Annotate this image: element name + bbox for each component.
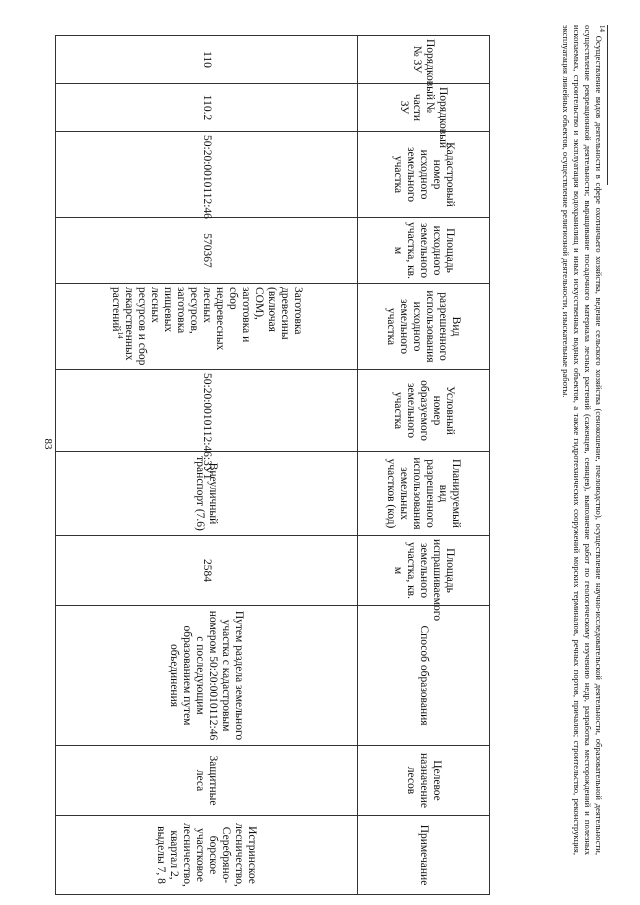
header-cadastral-number: Кадастровый номер исходного земельного участка xyxy=(358,132,490,218)
cell-conditional-number: 50:20:0010112:46:ЗУ1 xyxy=(56,370,358,452)
header-conditional-number: Условный номер образуемого земельного участка xyxy=(358,370,490,452)
footnote-divider xyxy=(607,25,608,185)
cell-formation-method: Путем раздела земельного участка с кадастровым номером 50:20:0010112:46 с последующим образованием путем объединения xyxy=(56,606,358,746)
footnote xyxy=(498,25,608,855)
cell-requested-area: 2584 xyxy=(56,536,358,606)
cell-source-area: 570367 xyxy=(56,218,358,284)
cell-zu-number: 110 xyxy=(56,36,358,84)
header-forest-purpose: Целевое назначение лесов xyxy=(358,746,490,816)
header-note: Примечание xyxy=(358,816,490,895)
footnote-text: Осуществление видов деятельности в сфере охотничьего хозяйства, ведение сельского хозяйства (сенокошение, пчеловодство), осуществление научно-исследовательской деятельности, образовательной деятельности, осуществление рекреационной деятельности; выращивание посадочного материала лесных растений (саженцев, сеянцев), выполнение работ по геологическому изучению недр, разработка месторождений и полезных ископаемых, строительство и эксплуатация водохранилищ и иных искусственных водных объектов, а также гидротехнических сооружений морских терминалов, речных портов, причалов; строительство, реконструкция, эксплуатация линейных объектов, осуществление религиозной деятельности, изыскательные работы. xyxy=(561,25,604,855)
page-number: 83 xyxy=(42,438,54,450)
header-source-area: Площадь исходного земельного участка, кв. м xyxy=(358,218,490,284)
footnote-reference: 14 xyxy=(115,331,124,339)
cell-note: Истринское лесничество, Серебряно-борское участковое лесничество, квартал 2, выделы 7, 8 xyxy=(56,816,358,895)
cell-forest-purpose: Защитные леса xyxy=(56,746,358,816)
land-plot-table xyxy=(55,35,490,895)
cell-planned-use: Внеуличный транспорт (7.6) xyxy=(56,452,358,536)
header-part-number: Порядковый № части ЗУ xyxy=(358,84,490,132)
footnote-marker: 14 xyxy=(597,25,606,32)
header-permitted-use: Вид разрешенного использования исходного земельного участка xyxy=(358,284,490,370)
land-plot-table-wrapper xyxy=(55,35,490,887)
header-formation-method: Способ образования xyxy=(358,606,490,746)
table-header-row xyxy=(358,36,490,895)
cell-part-number: 110.2 xyxy=(56,84,358,132)
header-planned-use: Планируемый вид разрешенного использования земельных участков (код) xyxy=(358,452,490,536)
table-row xyxy=(56,36,358,895)
header-zu-number: Порядковый № ЗУ xyxy=(358,36,490,84)
header-requested-area: Площадь испрашиваемого земельного участка, кв. м xyxy=(358,536,490,606)
cell-cadastral-number: 50:20:0010112:46 xyxy=(56,132,358,218)
cell-permitted-use xyxy=(56,284,358,370)
permitted-use-text: Заготовка древесины (включая СОМ), заготовка и сбор недревесных лесных ресурсов, заготовка пищевых лесных ресурсов и сбор лекарственных растений xyxy=(110,287,304,366)
